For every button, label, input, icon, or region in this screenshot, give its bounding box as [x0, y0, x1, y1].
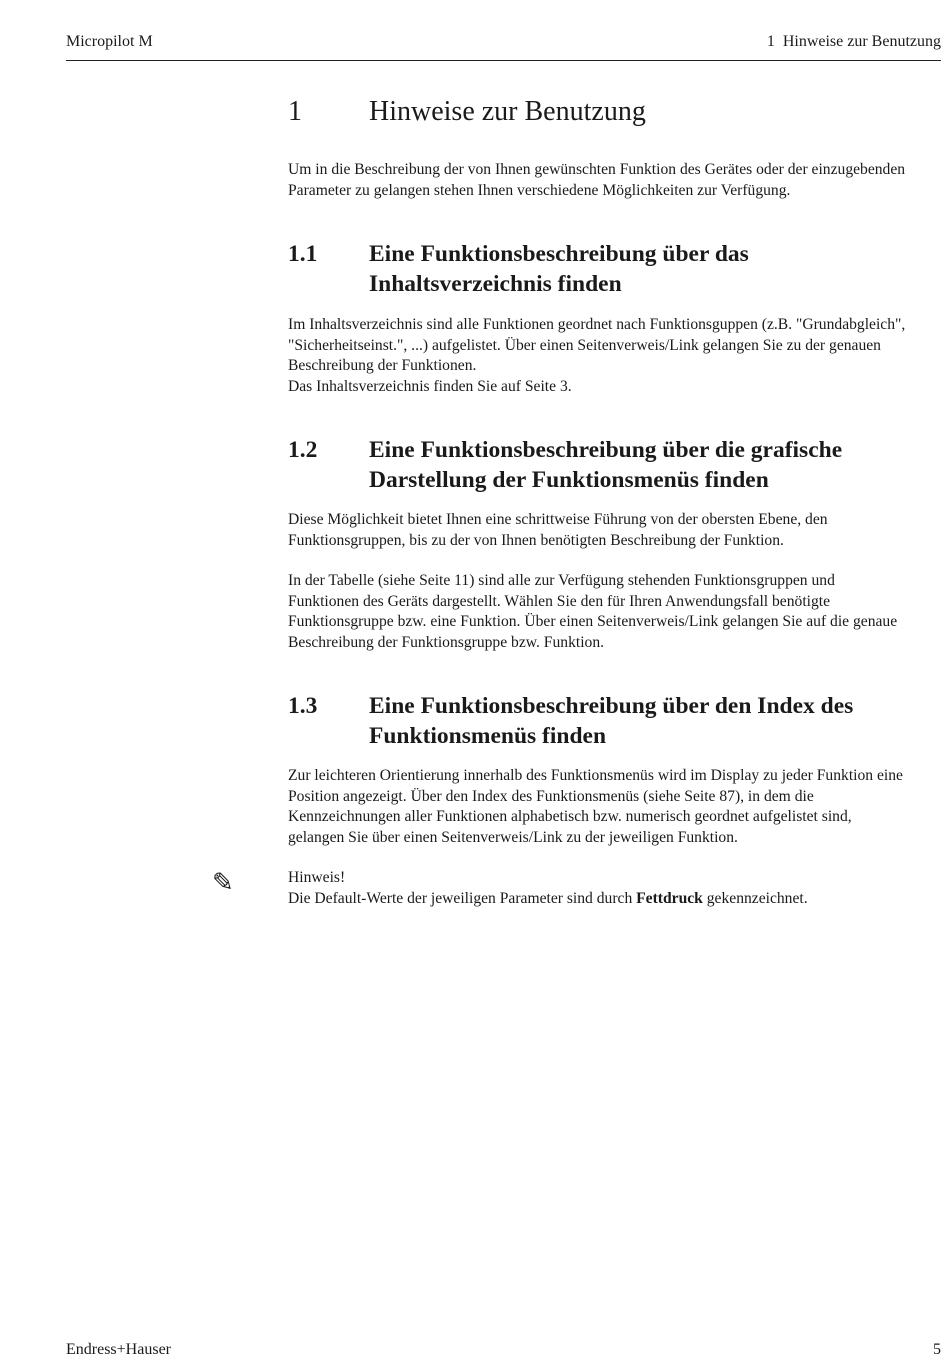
text-line: In der Tabelle (siehe Seite 11) sind alle zur Verfügung stehenden Funktionsgruppen und [288, 572, 835, 589]
text-line: Beschreibung der Funktionsgruppe bzw. Funktion. [288, 633, 605, 651]
text-line: Kennzeichnungen aller Funktionen alphabetisch bzw. numerisch geordnet aufgelistet sind, [288, 808, 852, 825]
section-1-1-paragraph [288, 315, 943, 397]
section-title [369, 239, 943, 299]
section-title-line: Eine Funktionsbeschreibung über den Index des [369, 693, 854, 719]
section-1-3-paragraph [288, 766, 943, 848]
section-1-2-paragraph-1 [288, 510, 943, 551]
section-title-line: Darstellung der Funktionsmenüs finden [369, 467, 769, 493]
header-rule [66, 60, 941, 61]
header-product-name: Micropilot M [66, 33, 153, 50]
text-line: Um in die Beschreibung der von Ihnen gewünschten Funktion des Gerätes oder der einzugebenden [288, 161, 906, 178]
note-text-before: Die Default-Werte der jeweiligen Parameter sind durch [288, 889, 637, 907]
text-line: Diese Möglichkeit bietet Ihnen eine schrittweise Führung von der obersten Ebene, den [288, 511, 828, 528]
text-line: gelangen Sie über einen Seitenverweis/Link zu der jeweiligen Funktion. [288, 828, 738, 846]
text-line: Im Inhaltsverzeichnis sind alle Funktionen geordnet nach Funktionsguppen (z.B. "Grundabgleich", [288, 316, 906, 333]
chapter-number: 1 [288, 96, 302, 127]
section-number: 1.1 [288, 241, 318, 267]
header-chapter-title: 1 Hinweise zur Benutzung [766, 33, 941, 50]
text-line: Zur leichteren Orientierung innerhalb des Funktionsmenüs wird im Display zu jeder Funktion eine [288, 767, 903, 784]
section-number: 1.2 [288, 437, 318, 463]
section-title-line: Eine Funktionsbeschreibung über die grafische [369, 437, 843, 463]
section-number: 1.3 [288, 693, 318, 719]
text-line: Parameter zu gelangen stehen Ihnen verschiedene Möglichkeiten zur Verfügung. [288, 181, 791, 199]
section-title [369, 691, 943, 751]
pencil-icon: ✎ [212, 868, 234, 898]
text-line: Funktionsgruppe bzw. eine Funktion. Über einen Seitenverweis/Link gelangen Sie auf die genaue [288, 613, 898, 630]
section-title-line: Funktionsmenüs finden [369, 723, 607, 749]
text-line: "Sicherheitseinst.", ...) aufgelistet. Über einen Seitenverweis/Link gelangen Sie zu der genauen [288, 336, 881, 354]
section-1-2-paragraph-2 [288, 571, 943, 653]
text-line: Funktionen des Geräts dargestellt. Wählen Sie den für Ihren Anwendungsfall benötigte [288, 592, 831, 610]
note-text-after: gekennzeichnet. [702, 889, 808, 907]
footer-page-number: 5 [933, 1341, 941, 1358]
note-text [288, 889, 943, 910]
note-title: Hinweis! [288, 869, 346, 886]
section-title-line: Eine Funktionsbeschreibung über das [369, 241, 749, 267]
section-title [369, 435, 943, 495]
section-title-line: Inhaltsverzeichnis finden [369, 271, 622, 297]
note-text-bold: Fettdruck [636, 889, 703, 907]
chapter-title: Hinweise zur Benutzung [369, 96, 646, 127]
text-line: Funktionsgruppen, bis zu der von Ihnen benötigten Beschreibung der Funktion. [288, 531, 784, 549]
note-block [288, 868, 943, 909]
text-line: Beschreibung der Funktionen. [288, 357, 477, 374]
chapter-intro [288, 160, 943, 201]
footer-company-name: Endress+Hauser [66, 1341, 171, 1358]
text-line: Position angezeigt. Über den Index des Funktionsmenüs (siehe Seite 87), in dem die [288, 787, 814, 805]
text-line: Das Inhaltsverzeichnis finden Sie auf Seite 3. [288, 377, 572, 395]
